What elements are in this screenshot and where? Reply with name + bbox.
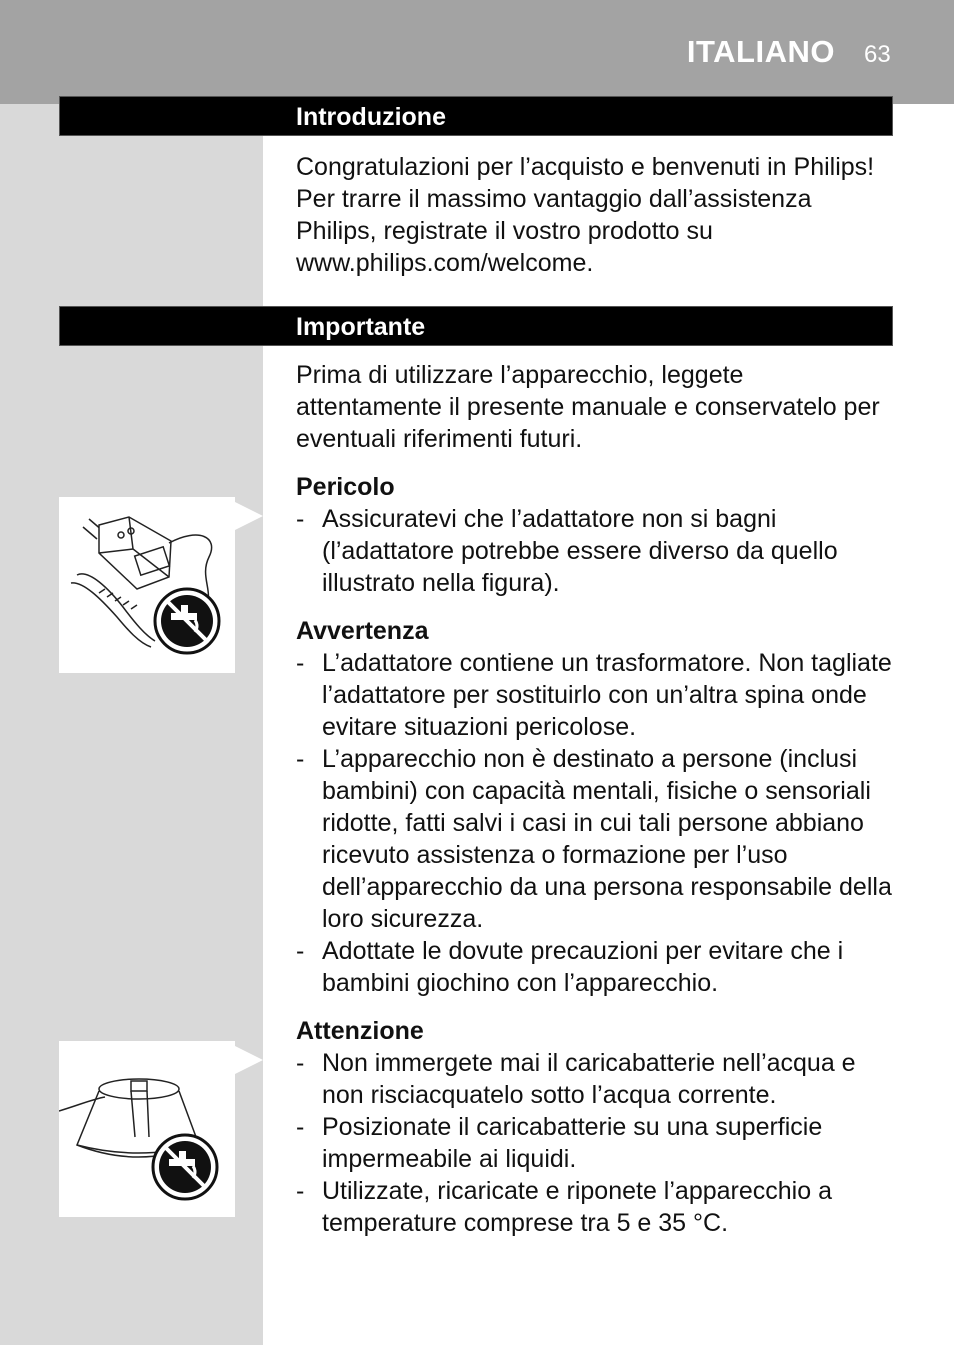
list-item: - Adottate le dovute precauzioni per evitare che i bambini giochino con l’apparecchio. xyxy=(296,935,896,999)
charger-illustration xyxy=(59,1041,235,1217)
section-bar-importante xyxy=(59,306,893,346)
danger-list xyxy=(296,503,896,599)
list-item: - Utilizzate, ricaricate e riponete l’apparecchio a temperature comprese tra 5 e 35 °C. xyxy=(296,1175,896,1239)
charger-no-water-icon xyxy=(59,1041,235,1217)
caution-heading: Attenzione xyxy=(296,1017,424,1045)
section-title-importante: Importante xyxy=(296,313,426,341)
adapter-illustration xyxy=(59,497,235,673)
page-number: 63 xyxy=(864,41,891,68)
callout-pointer xyxy=(235,502,263,530)
list-item: - Assicuratevi che l’adattatore non si bagni (l’adattatore potrebbe essere diverso da quello illustrato nella figura). xyxy=(296,503,896,599)
list-item: - Non immergete mai il caricabatterie nell’acqua e non risciacquatelo sotto l’acqua corrente. xyxy=(296,1047,896,1111)
important-text xyxy=(296,359,896,1239)
danger-heading: Pericolo xyxy=(296,473,395,501)
important-paragraph: Prima di utilizzare l’apparecchio, leggete attentamente il presente manuale e conservatelo per eventuali riferimenti futuri. xyxy=(296,361,880,453)
callout-pointer xyxy=(235,1046,263,1074)
warning-list xyxy=(296,647,896,999)
list-item: - L’adattatore contiene un trasformatore. Non tagliate l’adattatore per sostituirlo con un’altra spina onde evitare situazioni pericolose. xyxy=(296,647,896,743)
caution-list xyxy=(296,1047,896,1239)
list-item: - Posizionate il caricabatterie su una superficie impermeabile ai liquidi. xyxy=(296,1111,896,1175)
list-item: - L’apparecchio non è destinato a persone (inclusi bambini) con capacità mentali, fisiche o sensoriali ridotte, fatti salvi i casi in cui tali persone abbiano ricevuto assistenza o formazione per l’uso dell’apparecchio da una persona responsabile della loro sicurezza. xyxy=(296,743,896,935)
intro-paragraph: Congratulazioni per l’acquisto e benvenuti in Philips! Per trarre il massimo vantaggio dall’assistenza Philips, registrate il vostro prodotto su www.philips.com/welcome. xyxy=(296,153,875,277)
section-bar-introduzione xyxy=(59,96,893,136)
section-title-introduzione: Introduzione xyxy=(296,103,446,131)
intro-text xyxy=(296,151,896,279)
warning-heading: Avvertenza xyxy=(296,617,429,645)
language-title: ITALIANO xyxy=(686,34,835,69)
adapter-no-water-icon xyxy=(59,497,235,673)
